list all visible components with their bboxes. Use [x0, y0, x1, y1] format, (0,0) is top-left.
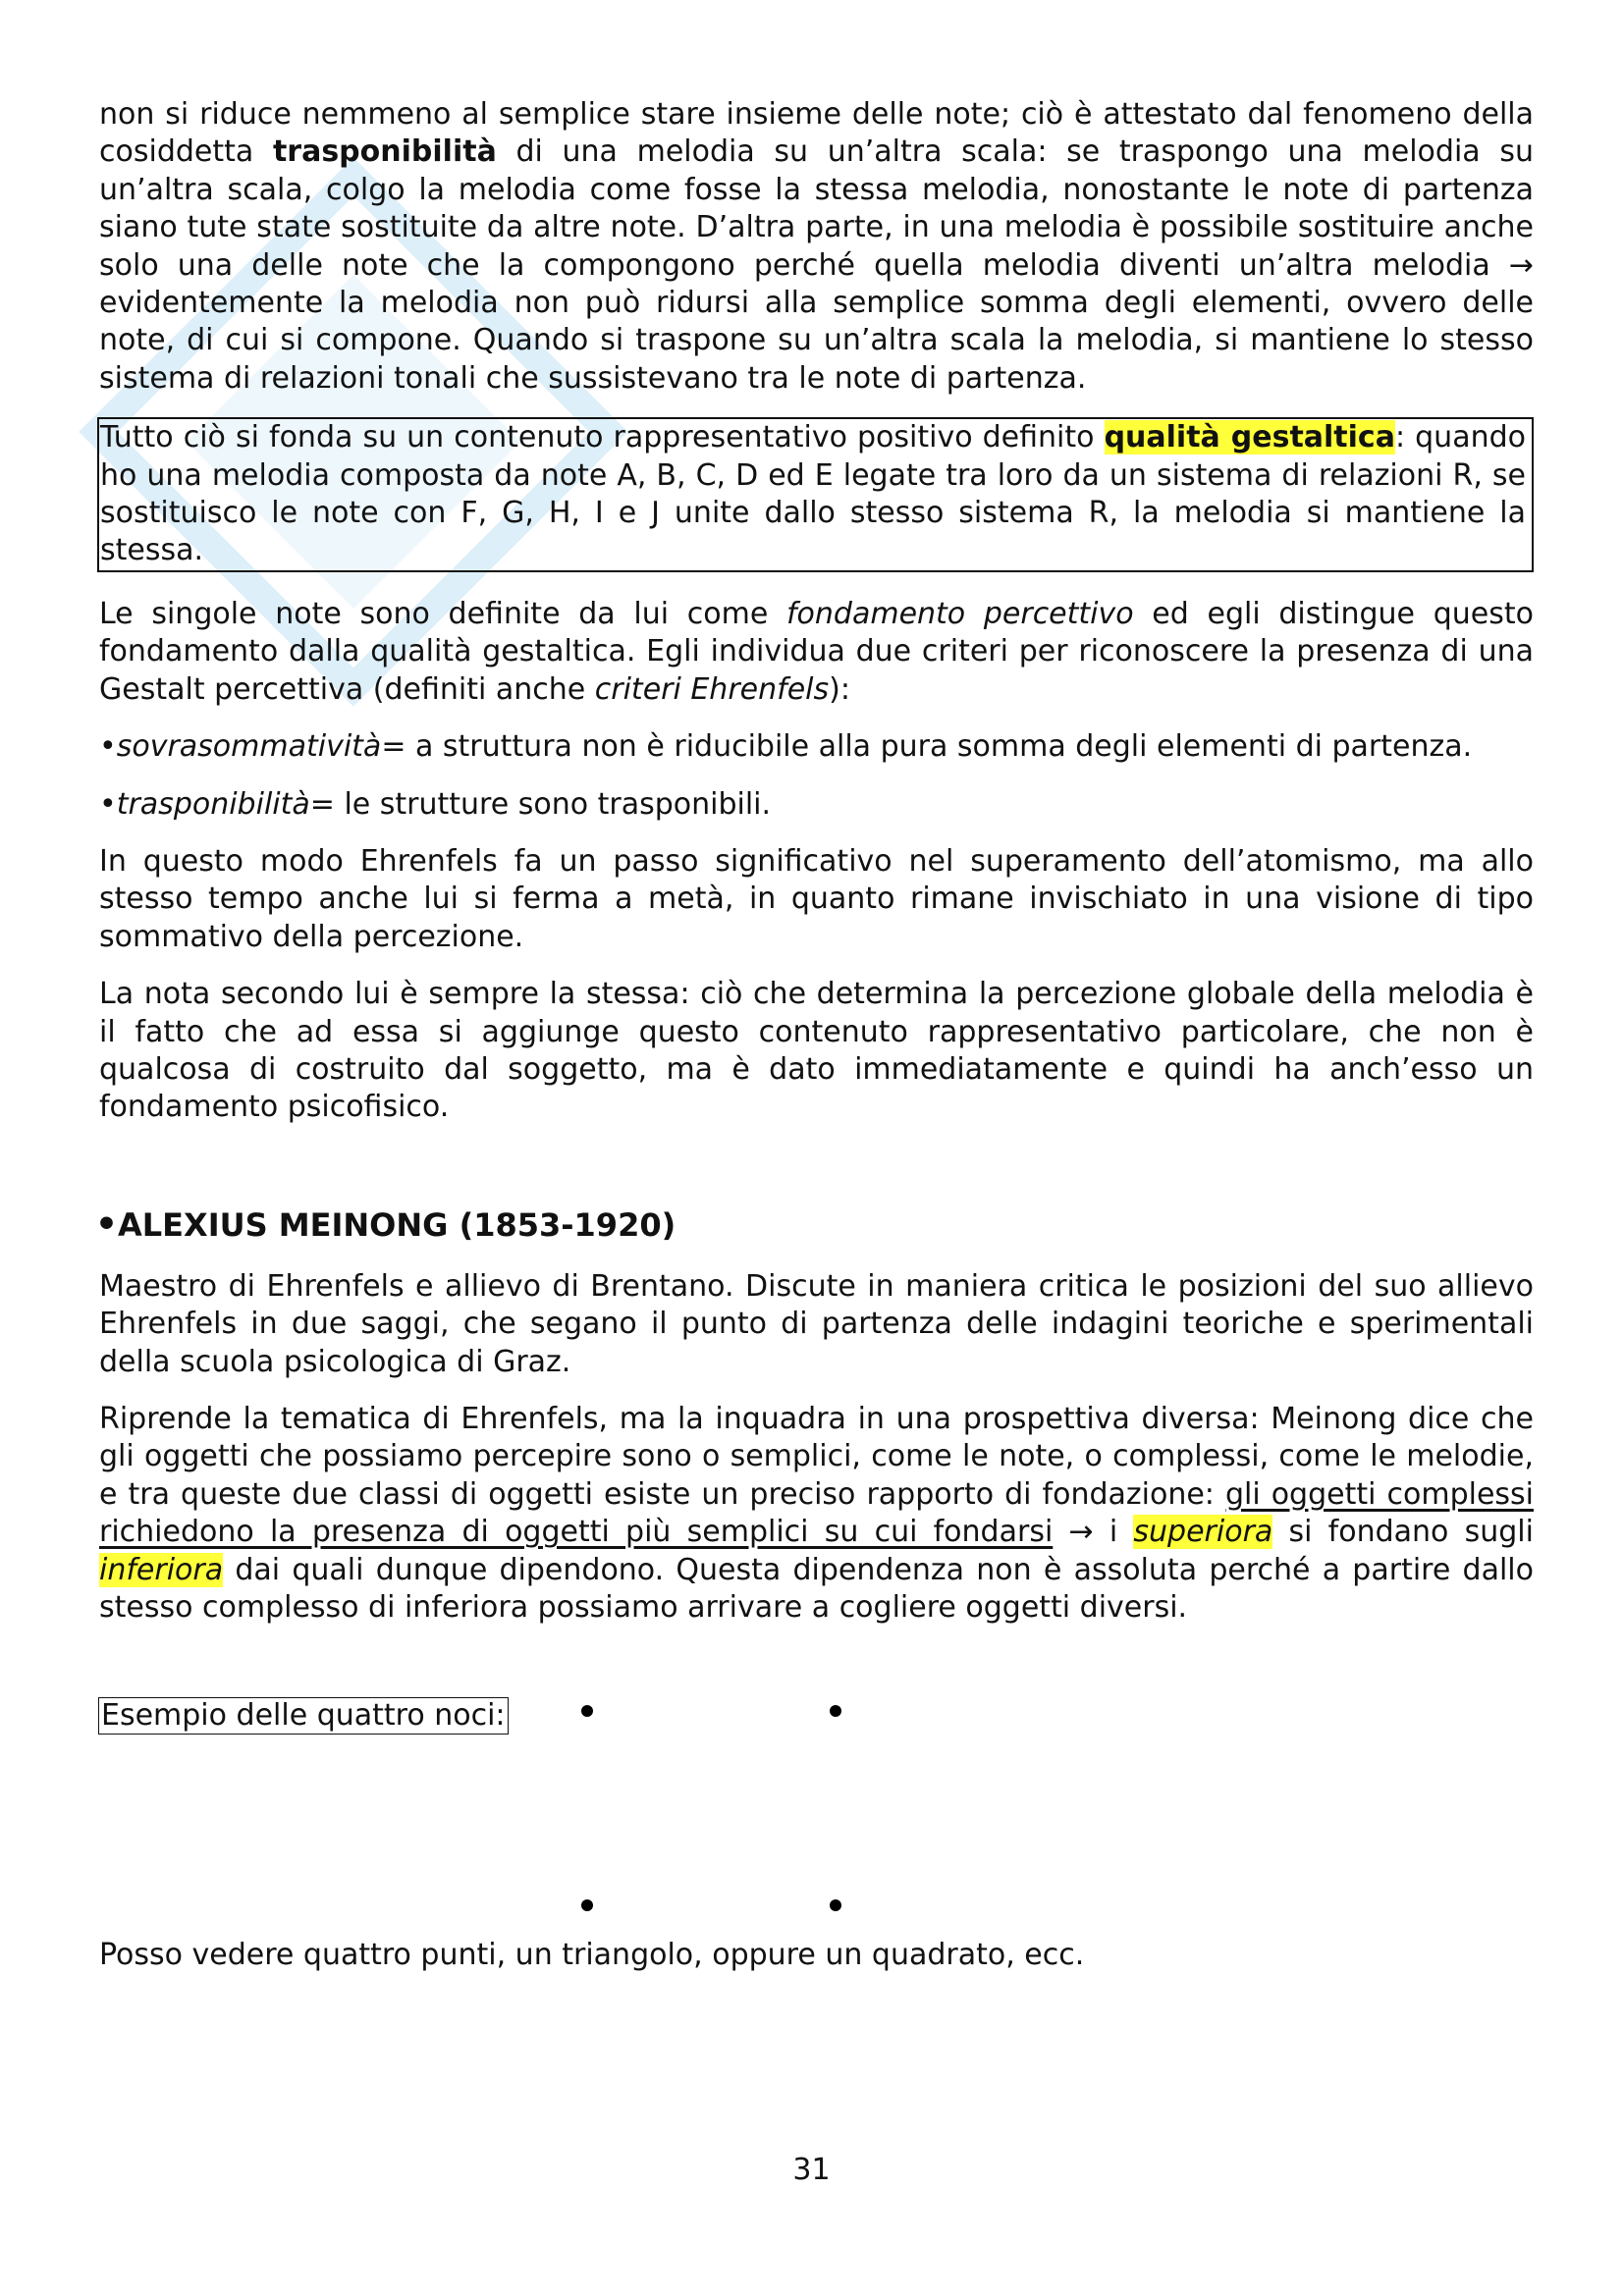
bullet-trasponibilita: •trasponibilità= le strutture sono trasponibili.: [99, 786, 772, 822]
dot-bottom-right: [830, 1899, 841, 1911]
highlight-superiora: superiora: [1133, 1515, 1273, 1550]
definition-box: [97, 417, 1534, 572]
bullet-icon: •: [99, 786, 117, 822]
bullet-icon: •: [99, 729, 117, 765]
dot-top-right: [830, 1705, 841, 1717]
bullet-sovrasommativita: •sovrasommatività= a struttura non è riducibile alla pura somma degli elementi di partenza.: [99, 729, 1473, 765]
underlined-phrase: gli oggetti complessi richiedono la presenza di oggetti più semplici su cui fondarsi: [99, 1476, 1535, 1550]
paragraph-trasponibilita: non si riduce nemmeno al semplice stare insieme delle note; ciò è attestato dal fenomeno della cosiddetta trasponibilità di una melodia su un’altra scala: se traspongo una melodia su un’altra scala, colgo la melodia come fosse la stessa melodia, nonostante le note di partenza siano tute state sostituite da altre note. D’altra parte, in una melodia è possibile sostituire anche solo una delle note che la compongono perché quella melodia diventi un’altra melodia → evidentemente la melodia non può ridursi alla semplice somma degli elementi, ovvero delle note, di cui si compone. Quando si traspone su un’altra scala la melodia, si mantiene lo stesso sistema di relazioni tonali che sussistevano tra le note di partenza.: [99, 97, 1534, 396]
paragraph-nota: La nota secondo lui è sempre la stessa: ciò che determina la percezione globale della melodia è il fatto che ad essa si aggiunge questo contenuto rappresentativo particolare, che non è qualcosa di costruito dal soggetto, ma è dato immediatamente e quindi ha anch’esso un fondamento psicofisico.: [99, 977, 1534, 1125]
section-heading-meinong: •ALEXIUS MEINONG (1853-1920): [95, 1203, 676, 1245]
page-content: [95, 96, 1535, 1995]
highlight-qualita-gestaltica: qualità gestaltica: [1104, 420, 1395, 455]
page-number: 31: [792, 2153, 831, 2187]
four-dots-figure: [570, 1682, 983, 1937]
example-label-box: Esempio delle quattro noci:: [98, 1697, 509, 1735]
paragraph-fondamento: Le singole note sono definite da lui come fondamento percettivo ed egli distingue questo fondamento dalla qualità gestaltica. Egli individua due criteri per riconoscere la presenza di una Gestalt percettiva (definiti anche criteri Ehrenfels):: [99, 596, 1534, 707]
arrow-right-icon: →: [1068, 1515, 1094, 1550]
arrow-right-icon: →: [1508, 247, 1534, 283]
paragraph-example-caption: Posso vedere quattro punti, un triangolo, oppure un quadrato, ecc.: [99, 1938, 1085, 1973]
paragraph-atomismo: In questo modo Ehrenfels fa un passo significativo nel superamento dell’atomismo, ma allo stesso tempo anche lui si ferma a metà, in quanto rimane invischiato in una visione di tipo sommativo della percezione.: [99, 843, 1534, 954]
paragraph-inferiora-superiora: Riprende la tematica di Ehrenfels, ma la inquadra in una prospettiva diversa: Meinong dice che gli oggetti che possiamo percepire sono o semplici, come le note, o complessi, come le melodie, e tra queste due classi di oggetti esiste un preciso rapporto di fondazione: gli oggetti complessi richiedono la presenza di oggetti più semplici su cui fondarsi → i superiora si fondano sugli inferiora dai quali dunque dipendono. Questa dipendenza non è assoluta perché a partire dallo stesso complesso di inferiora possiamo arrivare a cogliere oggetti diversi.: [99, 1401, 1535, 1625]
example-four-nuts: [99, 1682, 1534, 1937]
dot-top-left: [581, 1705, 593, 1717]
dot-bottom-left: [581, 1899, 593, 1911]
paragraph-maestro: Maestro di Ehrenfels e allievo di Brentano. Discute in maniera critica le posizioni del suo allievo Ehrenfels in due saggi, che segano il punto di partenza delle indagini teoriche e sperimentali della scuola psicologica di Graz.: [99, 1268, 1534, 1379]
bullet-icon: •: [95, 1203, 119, 1245]
highlight-inferiora: inferiora: [99, 1552, 224, 1587]
definition-text: Tutto ciò si fonda su un contenuto rappresentativo positivo definito qualità gestaltica: quando ho una melodia composta da note A, B, C, D ed E legate tra loro da un sistema di relazioni R, se sostituisco le note con F, G, H, I e J unite dallo stesso sistema R, la melodia si mantiene la stessa.: [100, 420, 1526, 568]
